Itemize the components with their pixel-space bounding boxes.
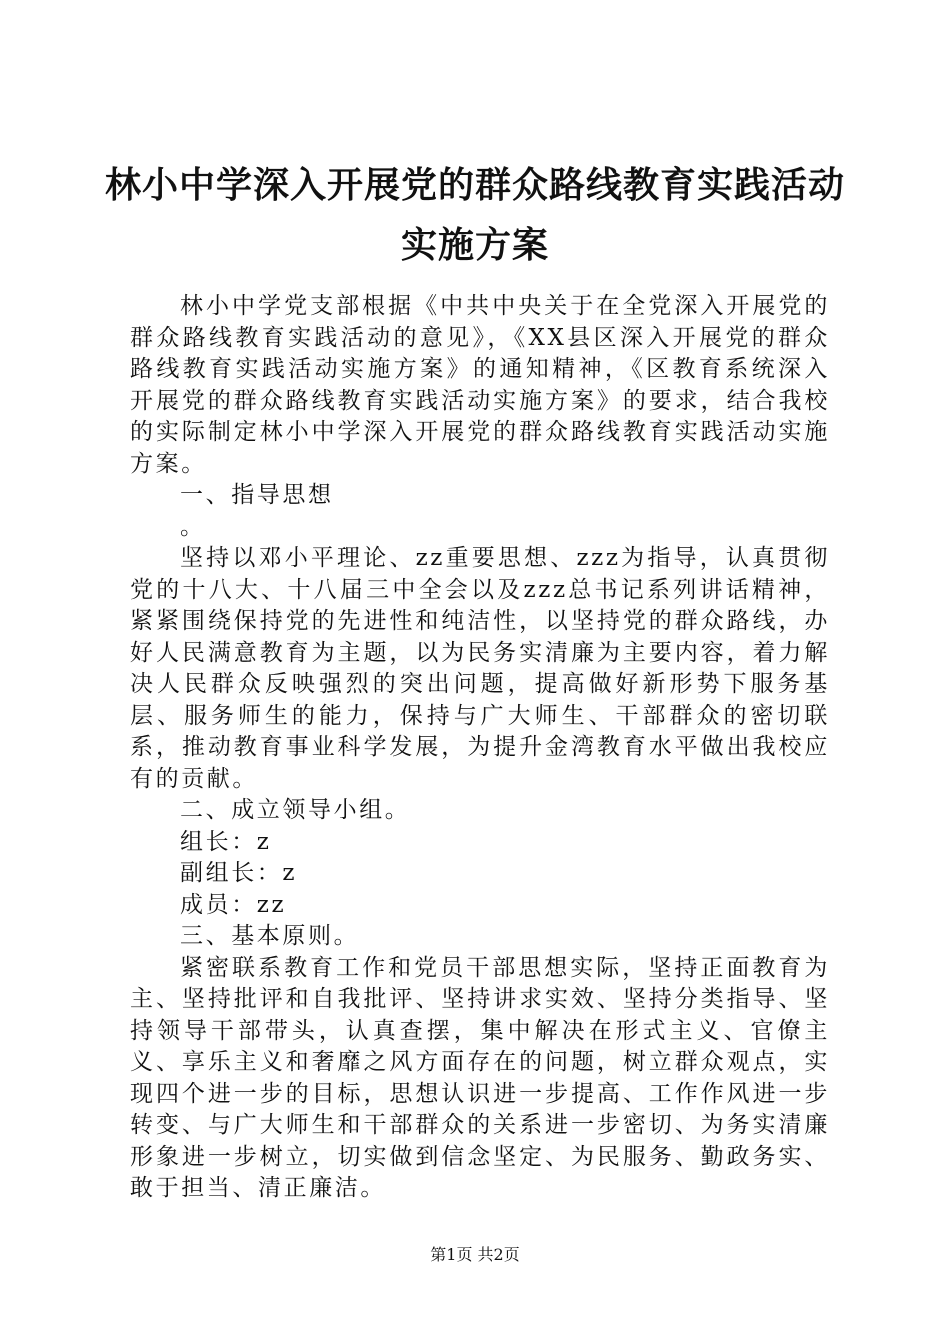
section-heading-guiding-ideology: 一、指导思想 [180, 482, 334, 508]
document-title-line-2: 实施方案 [400, 224, 549, 266]
guiding-ideology-paragraph: 坚持以邓小平理论、zz重要思想、zzz为指导，认真贯彻党的十八大、十八届三中全会以及zzz总书记系列讲话精神，紧紧围绕保持党的先进性和纯洁性，以坚持党的群众路线，办好人民满意教育为主题，以为民务实清廉为主要内容，着力解决人民群众反映强烈的突出问题，提高做好新形势下服务基层、服务师生的能力，保持与广大师生、干部群众的密切联系，推动教育事业科学发展，为提升金湾教育水平做出我校应有的贡献。 [130, 545, 830, 792]
section-heading-leadership-group: 二、成立领导小组。 [180, 797, 411, 823]
page-number-footer: 第1页 共2页 [430, 1245, 520, 1264]
document-body [130, 291, 830, 1205]
group-leader-line: 组长：z [180, 828, 272, 855]
basic-principles-paragraph: 紧密联系教育工作和党员干部思想实际，坚持正面教育为主、坚持批评和自我批评、坚持讲求实效、坚持分类指导、坚持领导干部带头，认真查摆，集中解决在形式主义、官僚主义、享乐主义和奢靡之风方面存在的问题，树立群众观点，实现四个进一步的目标，思想认识进一步提高、工作作风进一步转变、与广大师生和干部群众的关系进一步密切、为务实清廉形象进一步树立，切实做到信念坚定、为民服务、勤政务实、敢于担当、清正廉洁。 [130, 954, 830, 1201]
stray-punctuation-line: 。 [180, 513, 206, 540]
document-title-line-1: 林小中学深入开展党的群众路线教育实践活动 [104, 164, 845, 206]
deputy-group-leader-line: 副组长：z [180, 860, 298, 886]
members-line: 成员：zz [180, 891, 287, 918]
intro-paragraph: 林小中学党支部根据《中共中央关于在全党深入开展党的群众路线教育实践活动的意见》，《XX县区深入开展党的群众路线教育实践活动实施方案》的通知精神，《区教育系统深入开展党的群众路线教育实践活动实施方案》的要求，结合我校的实际制定林小中学深入开展党的群众路线教育实践活动实施方案。 [130, 293, 830, 477]
section-heading-basic-principles: 三、基本原则。 [180, 923, 360, 949]
